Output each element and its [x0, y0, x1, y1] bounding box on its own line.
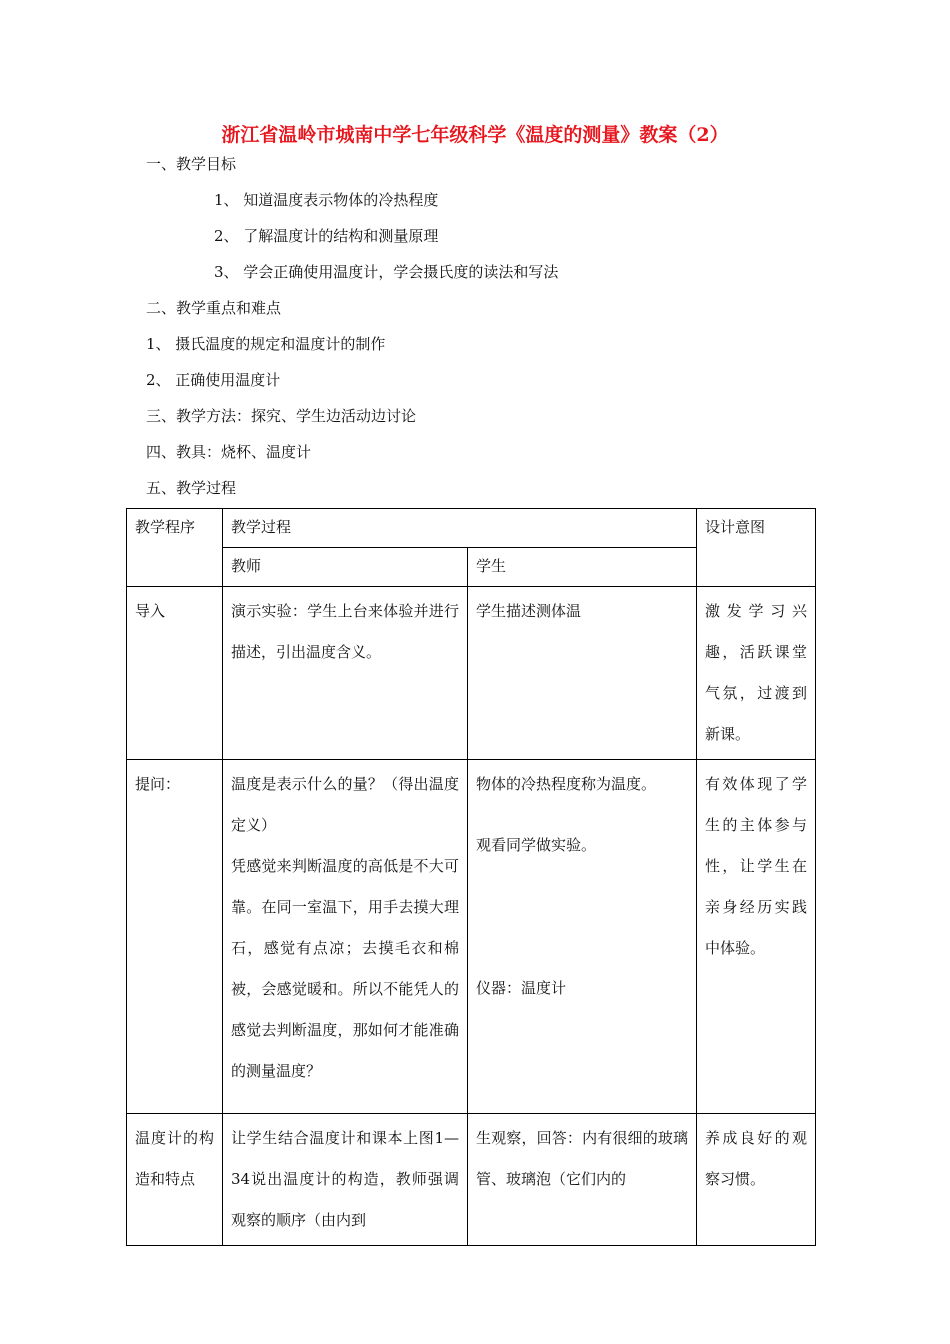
objective-item: 1、 知道温度表示物体的冷热程度	[214, 191, 439, 209]
row-procedure: 温度计的构造和特点	[127, 1114, 223, 1246]
document-title: 浙江省温岭市城南中学七年级科学《温度的测量》教案（2）	[221, 124, 729, 146]
keypoint-item: 2、 正确使用温度计	[146, 371, 281, 389]
teacher-question: 温度是表示什么的量？（得出温度定义）	[231, 775, 459, 834]
row-procedure: 导入	[127, 587, 223, 760]
row-teacher: 让学生结合温度计和课本上图1—34说出温度计的构造，教师强调观察的顺序（由内到	[223, 1114, 468, 1246]
table-header-row	[127, 509, 816, 548]
student-answer: 物体的冷热程度称为温度。	[476, 775, 657, 793]
row-design: 激发学习兴趣，活跃课堂气氛，过渡到新课。	[697, 587, 816, 760]
student-observe: 观看同学做实验。	[476, 836, 597, 854]
header-student: 学生	[468, 548, 697, 587]
row-design: 有效体现了学生的主体参与性，让学生在亲身经历实践中体验。	[697, 760, 816, 1114]
lesson-process-table	[126, 508, 816, 1246]
section-heading-objectives: 一、教学目标	[146, 155, 237, 173]
section-heading-methods: 三、教学方法：探究、学生边活动边讨论	[146, 407, 417, 425]
table-row	[127, 1114, 816, 1246]
row-design: 养成良好的观察习惯。	[697, 1114, 816, 1246]
objective-item: 3、 学会正确使用温度计，学会摄氏度的读法和写法	[214, 263, 559, 281]
teacher-explanation: 凭感觉来判断温度的高低是不大可靠。在同一室温下，用手去摸大理石，感觉有点凉；去摸毛衣和棉被，会感觉暖和。所以不能凭人的感觉去判断温度，那如何才能准确的测量温度？	[231, 857, 459, 1080]
row-student	[468, 760, 697, 1114]
header-design: 设计意图	[697, 509, 816, 587]
student-instrument: 仪器：温度计	[476, 979, 567, 997]
section-heading-tools: 四、教具：烧杯、温度计	[146, 443, 312, 461]
objective-item: 2、 了解温度计的结构和测量原理	[214, 227, 439, 245]
table-row	[127, 587, 816, 760]
row-teacher: 演示实验：学生上台来体验并进行描述，引出温度含义。	[223, 587, 468, 760]
section-heading-keypoints: 二、教学重点和难点	[146, 299, 282, 317]
row-procedure: 提问：	[127, 760, 223, 1114]
header-process: 教学过程	[223, 509, 697, 548]
header-procedure: 教学程序	[127, 509, 223, 587]
keypoint-item: 1、 摄氏温度的规定和温度计的制作	[146, 335, 386, 353]
row-student: 生观察，回答：内有很细的玻璃管、玻璃泡（它们内的	[468, 1114, 697, 1246]
header-teacher: 教师	[223, 548, 468, 587]
table-row	[127, 760, 816, 1114]
row-teacher	[223, 760, 468, 1114]
section-heading-process: 五、教学过程	[146, 479, 237, 497]
row-student: 学生描述测体温	[468, 587, 697, 760]
